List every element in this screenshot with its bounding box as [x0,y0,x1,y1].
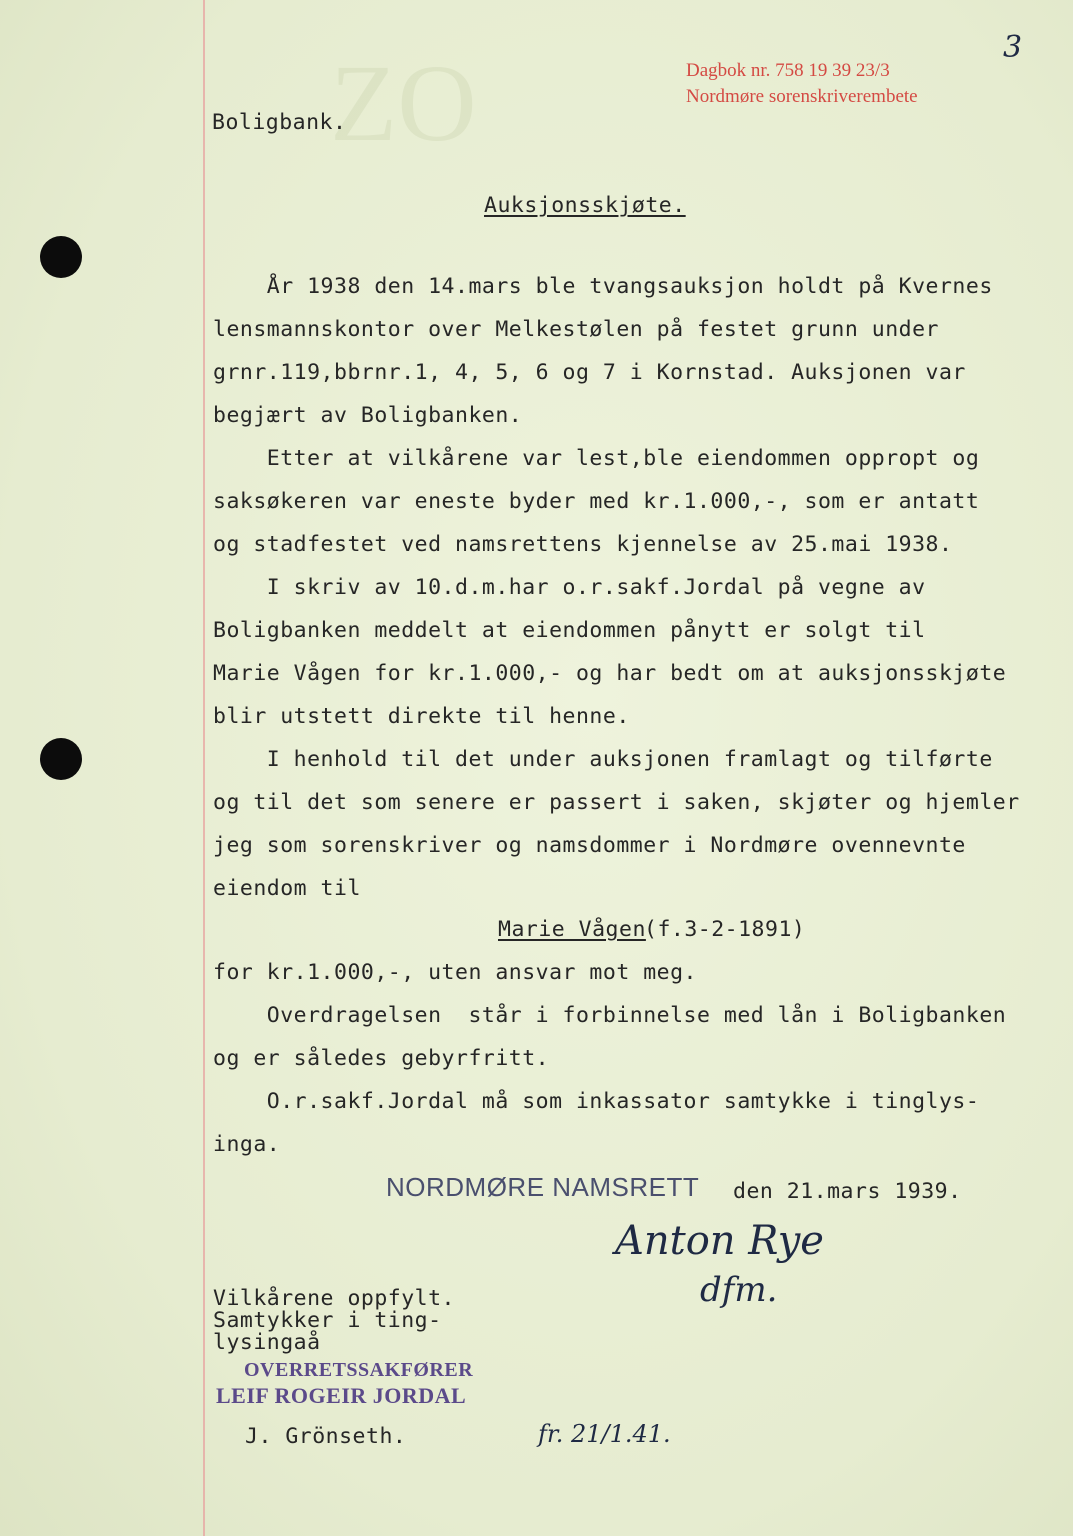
clerk-signature: J. Grönseth. [245,1424,407,1449]
text-line: og er således gebyrfritt. [213,1046,550,1071]
grantee-name: Marie Vågen [498,917,646,942]
text-line: Marie Vågen for kr.1.000,- og har bedt om at auksjonsskjøte [213,661,1007,686]
document-title: Auksjonsskjøte. [484,193,686,218]
text-line: og til det som senere er passert i saken, skjøter og hjemler [213,790,1020,815]
text-line: og stadfestet ved namsrettens kjennelse av 25.mai 1938. [213,532,953,557]
text-line: grnr.119,bbrnr.1, 4, 5, 6 og 7 i Kornstad. Auksjonen var [213,360,966,385]
grantee-birth: (f.3-2-1891) [644,917,806,942]
document-date: den 21.mars 1939. [733,1179,962,1204]
text-line: År 1938 den 14.mars ble tvangsauksjon holdt på Kvernes [213,274,993,299]
text-line: saksøkeren var eneste byder med kr.1.000,-, som er antatt [213,489,980,514]
text-line: for kr.1.000,-, uten ansvar mot meg. [213,960,697,985]
footer-line-1: Vilkårene oppfylt. [213,1286,455,1311]
text-line: I henhold til det under auksjonen framlagt og tilførte [213,747,993,772]
text-line: jeg som sorenskriver og namsdommer i Nordmøre ovennevnte [213,833,966,858]
punch-hole-top [40,236,82,278]
court-stamp: NORDMØRE NAMSRETT [386,1172,700,1202]
footer-line-2: Samtykker i ting- [213,1308,442,1333]
text-line: eiendom til [213,876,361,901]
punch-hole-bottom [40,738,82,780]
footer-line-3: lysingaå [213,1330,321,1355]
page-number: 3 [1003,30,1023,65]
lawyer-stamp-title: OVERRETSSAKFØRER [244,1359,474,1381]
diary-stamp: Dagbok nr. 758 19 39 23/3 [686,60,890,81]
text-line: O.r.sakf.Jordal må som inkassator samtykke i tinglys- [213,1089,980,1114]
text-line: lensmannskontor over Melkestølen på festet grunn under [213,317,939,342]
text-line: blir utstett direkte til henne. [213,704,630,729]
addressee: Boligbank. [212,110,347,135]
text-line: inga. [213,1132,281,1157]
signature: Anton Rye [615,1218,824,1264]
background-ghost-stamp: ZO [330,42,477,164]
office-stamp: Nordmøre sorenskriverembete [686,86,918,107]
text-line: I skriv av 10.d.m.har o.r.sakf.Jordal på vegne av [213,575,926,600]
text-line: Boligbanken meddelt at eiendommen pånytt er solgt til [213,618,926,643]
signature-title: dfm. [700,1270,778,1310]
text-line: Etter at vilkårene var lest,ble eiendommen oppropt og [213,446,980,471]
lawyer-stamp-name: LEIF ROGEIR JORDAL [216,1383,467,1408]
margin-line [203,0,205,1536]
text-line: begjært av Boligbanken. [213,403,523,428]
text-line: Overdragelsen står i forbinnelse med lån i Boligbanken [213,1003,1007,1028]
initials-note: fr. 21/1.41. [538,1420,671,1448]
